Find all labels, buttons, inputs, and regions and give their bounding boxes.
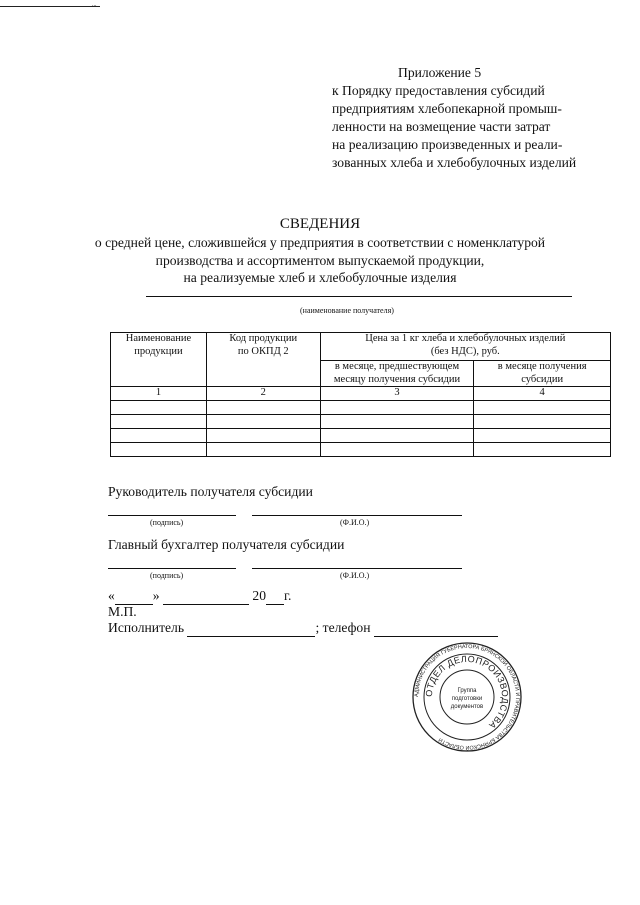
table-row bbox=[111, 429, 611, 443]
executor-label: Исполнитель bbox=[108, 620, 185, 635]
column-number-row bbox=[111, 387, 611, 401]
signature-caption: (подпись) bbox=[150, 518, 184, 527]
recipient-caption: (наименование получателя) bbox=[300, 306, 394, 315]
appendix-title: Приложение 5 bbox=[398, 65, 482, 80]
table-cell[interactable] bbox=[320, 429, 474, 443]
accountant-signature-field[interactable] bbox=[108, 568, 236, 569]
document-subtitle bbox=[0, 234, 640, 287]
accountant-name-field[interactable] bbox=[252, 568, 462, 569]
table-cell[interactable] bbox=[111, 415, 207, 429]
head-signature-label: Руководитель получателя субсидии bbox=[108, 484, 313, 499]
date-year-prefix: 20 bbox=[252, 588, 266, 603]
subtitle-line: о средней цене, сложившейся у предприятия в соответствии с номенклатурой bbox=[94, 235, 546, 250]
column-number: 2 bbox=[206, 387, 320, 401]
head-signature-field[interactable] bbox=[108, 515, 236, 516]
stamp-center-line: подготовки bbox=[451, 696, 483, 702]
subtitle-line: на реализуемые хлеб и хлебобулочные изделия bbox=[183, 270, 457, 285]
column-number: 3 bbox=[320, 387, 474, 401]
table-cell[interactable] bbox=[474, 429, 611, 443]
date-year-suffix: г. bbox=[284, 588, 292, 603]
phone-field[interactable] bbox=[374, 620, 498, 637]
stamp-center-line: документов bbox=[450, 704, 484, 710]
signature-caption: (подпись) bbox=[150, 571, 184, 580]
header-product-code: Код продукции по ОКПД 2 bbox=[206, 333, 320, 387]
date-month-field[interactable] bbox=[163, 588, 249, 605]
date-year-field[interactable] bbox=[266, 588, 284, 605]
header-current-month: в месяце получения субсидии bbox=[474, 361, 611, 387]
table-cell[interactable] bbox=[206, 429, 320, 443]
table-cell[interactable] bbox=[111, 429, 207, 443]
appendix-line: предприятиям хлебопекарной промыш- bbox=[332, 101, 562, 116]
top-rule bbox=[0, 0, 100, 7]
date-day-field[interactable] bbox=[115, 588, 153, 605]
column-number: 1 bbox=[111, 387, 207, 401]
top-mark: ... bbox=[92, 2, 97, 8]
table-cell[interactable] bbox=[320, 415, 474, 429]
seal-place-label: М.П. bbox=[108, 604, 137, 619]
name-caption: (Ф.И.О.) bbox=[340, 571, 370, 580]
phone-label: ; телефон bbox=[315, 620, 371, 635]
table-cell[interactable] bbox=[320, 443, 474, 457]
date-open-quote: « bbox=[108, 588, 115, 603]
stamp-outer-text: АДМИНИСТРАЦИЯ ГУБЕРНАТОРА БРЯНСКОЙ ОБЛАСТИ И ПРАВИТЕЛЬСТВА БРЯНСКОЙ ОБЛАСТИ bbox=[413, 643, 521, 751]
table-row bbox=[111, 415, 611, 429]
table-row bbox=[111, 401, 611, 415]
table-cell[interactable] bbox=[320, 401, 474, 415]
date-close-quote: » bbox=[152, 588, 160, 603]
table-cell[interactable] bbox=[474, 415, 611, 429]
stamp-center-line: Группа bbox=[457, 688, 477, 694]
table-cell[interactable] bbox=[111, 443, 207, 457]
appendix-line: зованных хлеба и хлебобулочных изделий bbox=[332, 155, 577, 170]
table-cell[interactable] bbox=[474, 443, 611, 457]
head-name-field[interactable] bbox=[252, 515, 462, 516]
appendix-line: к Порядку предоставления субсидий bbox=[332, 83, 545, 98]
price-table bbox=[110, 332, 611, 457]
appendix-line: на реализацию произведенных и реали- bbox=[332, 137, 563, 152]
document-title: СВЕДЕНИЯ bbox=[279, 216, 361, 232]
subtitle-line: производства и ассортиментом выпускаемой продукции, bbox=[155, 252, 485, 268]
table-row bbox=[111, 443, 611, 457]
table-cell[interactable] bbox=[206, 401, 320, 415]
header-prev-month: в месяце, предшествующем месяцу получения субсидии bbox=[320, 361, 474, 387]
appendix-line: ленности на возмещение части затрат bbox=[332, 119, 551, 134]
accountant-signature-label: Главный бухгалтер получателя субсидии bbox=[108, 537, 345, 552]
table-cell[interactable] bbox=[206, 415, 320, 429]
table-cell[interactable] bbox=[474, 401, 611, 415]
column-number: 4 bbox=[474, 387, 611, 401]
date-line bbox=[108, 588, 291, 605]
executor-field[interactable] bbox=[187, 620, 315, 637]
appendix-block bbox=[332, 64, 576, 172]
stamp-ring-text: ОТДЕЛ ДЕЛОПРОИЗВОДСТВА bbox=[423, 653, 511, 731]
header-price: Цена за 1 кг хлеба и хлебобулочных изделий (без НДС), руб. bbox=[320, 333, 610, 361]
header-product-name: Наименование продукции bbox=[111, 333, 207, 387]
table-cell[interactable] bbox=[206, 443, 320, 457]
executor-line bbox=[108, 620, 498, 637]
table-cell[interactable] bbox=[111, 401, 207, 415]
office-stamp bbox=[412, 642, 522, 752]
recipient-name-field[interactable] bbox=[146, 296, 572, 297]
name-caption: (Ф.И.О.) bbox=[340, 518, 370, 527]
